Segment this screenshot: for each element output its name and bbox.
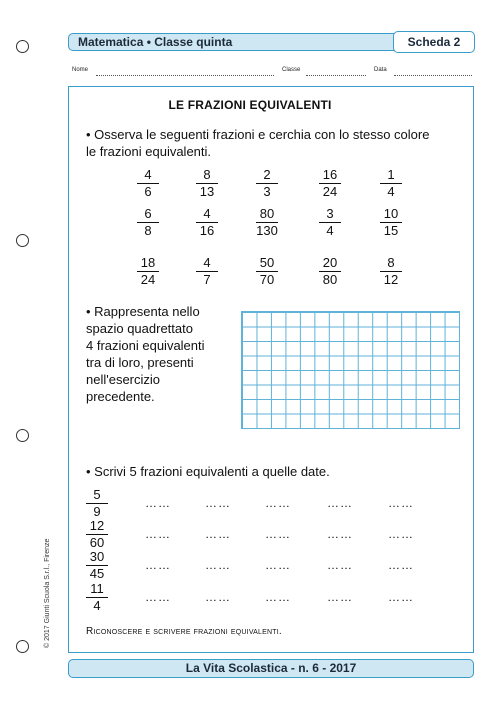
denominator: 4 <box>93 598 101 613</box>
denominator: 4 <box>326 223 334 238</box>
denominator: 9 <box>93 504 101 519</box>
exercise2-line: precedente. <box>86 389 155 404</box>
denominator: 70 <box>259 272 275 287</box>
fraction[interactable] <box>131 256 165 287</box>
given-fraction <box>86 488 108 519</box>
exercise1-instruction-line1: • Osserva le seguenti frazioni e cerchia con lo stesso colore <box>86 127 430 142</box>
page-title: LE FRAZIONI EQUIVALENTI <box>168 98 332 112</box>
answer-blank[interactable]: …… <box>327 558 353 572</box>
denominator: 60 <box>89 535 105 550</box>
denominator: 8 <box>144 223 152 238</box>
fraction[interactable] <box>190 168 224 199</box>
answer-blank[interactable]: …… <box>145 558 171 572</box>
numerator: 1 <box>387 167 395 182</box>
numerator: 50 <box>259 255 275 270</box>
numerator: 8 <box>387 255 395 270</box>
denominator: 80 <box>322 272 338 287</box>
answer-blank[interactable]: …… <box>145 496 171 510</box>
numerator: 8 <box>203 167 211 182</box>
numerator: 3 <box>326 206 334 221</box>
given-fraction <box>86 582 108 613</box>
fraction[interactable] <box>250 168 284 199</box>
denominator: 6 <box>144 184 152 199</box>
numerator: 5 <box>93 487 101 502</box>
exercise3-instruction: • Scrivi 5 frazioni equivalenti a quelle date. <box>86 464 330 479</box>
exercise1-instruction-line2: le frazioni equivalenti. <box>86 144 212 159</box>
data-label: Data <box>374 67 387 73</box>
answer-blank[interactable]: …… <box>205 496 231 510</box>
learning-objective: Riconoscere e scrivere frazioni equivalenti. <box>86 626 282 637</box>
fraction[interactable] <box>131 168 165 199</box>
answer-blank[interactable]: …… <box>145 527 171 541</box>
fraction[interactable] <box>190 207 224 238</box>
copyright-notice: © 2017 Giunti Scuola S.r.l., Firenze <box>44 538 51 648</box>
numerator: 4 <box>203 206 211 221</box>
answer-blank[interactable]: …… <box>265 590 291 604</box>
binder-hole <box>16 429 29 442</box>
denominator: 13 <box>199 184 215 199</box>
denominator: 24 <box>322 184 338 199</box>
denominator: 130 <box>256 223 278 238</box>
exercise2-line: spazio quadrettato <box>86 321 193 336</box>
answer-blank[interactable]: …… <box>205 558 231 572</box>
denominator: 16 <box>199 223 215 238</box>
answer-blank[interactable]: …… <box>327 590 353 604</box>
numerator: 20 <box>322 255 338 270</box>
answer-blank[interactable]: …… <box>205 590 231 604</box>
numerator: 80 <box>259 206 275 221</box>
fraction[interactable] <box>190 256 224 287</box>
fraction[interactable] <box>313 168 347 199</box>
header-title: Matematica • Classe quinta <box>78 35 233 49</box>
numerator: 18 <box>140 255 156 270</box>
answer-blank[interactable]: …… <box>327 496 353 510</box>
data-line[interactable] <box>394 75 472 76</box>
numerator: 6 <box>144 206 152 221</box>
scheda-label: Scheda 2 <box>393 31 475 53</box>
answer-blank[interactable]: …… <box>388 527 414 541</box>
answer-blank[interactable]: …… <box>265 558 291 572</box>
fraction[interactable] <box>131 207 165 238</box>
fraction[interactable] <box>250 256 284 287</box>
student-info-row <box>72 67 472 79</box>
classe-label: Classe <box>282 67 301 73</box>
answer-blank[interactable]: …… <box>327 527 353 541</box>
fraction[interactable] <box>374 168 408 199</box>
answer-blank[interactable]: …… <box>388 558 414 572</box>
given-fraction <box>86 550 108 581</box>
footer-band: La Vita Scolastica - n. 6 - 2017 <box>68 659 474 678</box>
denominator: 12 <box>383 272 399 287</box>
denominator: 24 <box>140 272 156 287</box>
given-fraction <box>86 519 108 550</box>
numerator: 16 <box>322 167 338 182</box>
numerator: 10 <box>383 206 399 221</box>
answer-blank[interactable]: …… <box>388 590 414 604</box>
denominator: 4 <box>387 184 395 199</box>
binder-hole <box>16 640 29 653</box>
fraction[interactable] <box>250 207 284 238</box>
squared-grid-area[interactable] <box>241 311 460 429</box>
answer-blank[interactable]: …… <box>388 496 414 510</box>
exercise2-line: • Rappresenta nello <box>86 304 200 319</box>
answer-blank[interactable]: …… <box>145 590 171 604</box>
denominator: 45 <box>89 566 105 581</box>
answer-blank[interactable]: …… <box>205 527 231 541</box>
numerator: 12 <box>89 518 105 533</box>
answer-blank[interactable]: …… <box>265 527 291 541</box>
exercise2-line: tra di loro, presenti <box>86 355 194 370</box>
denominator: 15 <box>383 223 399 238</box>
numerator: 4 <box>203 255 211 270</box>
numerator: 4 <box>144 167 152 182</box>
classe-line[interactable] <box>306 75 366 76</box>
nome-label: Nome <box>72 67 89 73</box>
exercise2-line: 4 frazioni equivalenti <box>86 338 205 353</box>
numerator: 2 <box>263 167 271 182</box>
denominator: 7 <box>203 272 211 287</box>
exercise2-line: nell'esercizio <box>86 372 161 387</box>
fraction[interactable] <box>313 256 347 287</box>
binder-hole <box>16 40 29 53</box>
fraction[interactable] <box>313 207 347 238</box>
numerator: 11 <box>90 581 104 596</box>
fraction[interactable] <box>374 207 408 238</box>
fraction[interactable] <box>374 256 408 287</box>
nome-line[interactable] <box>96 75 274 76</box>
numerator: 30 <box>89 549 105 564</box>
binder-hole <box>16 234 29 247</box>
answer-blank[interactable]: …… <box>265 496 291 510</box>
denominator: 3 <box>263 184 271 199</box>
